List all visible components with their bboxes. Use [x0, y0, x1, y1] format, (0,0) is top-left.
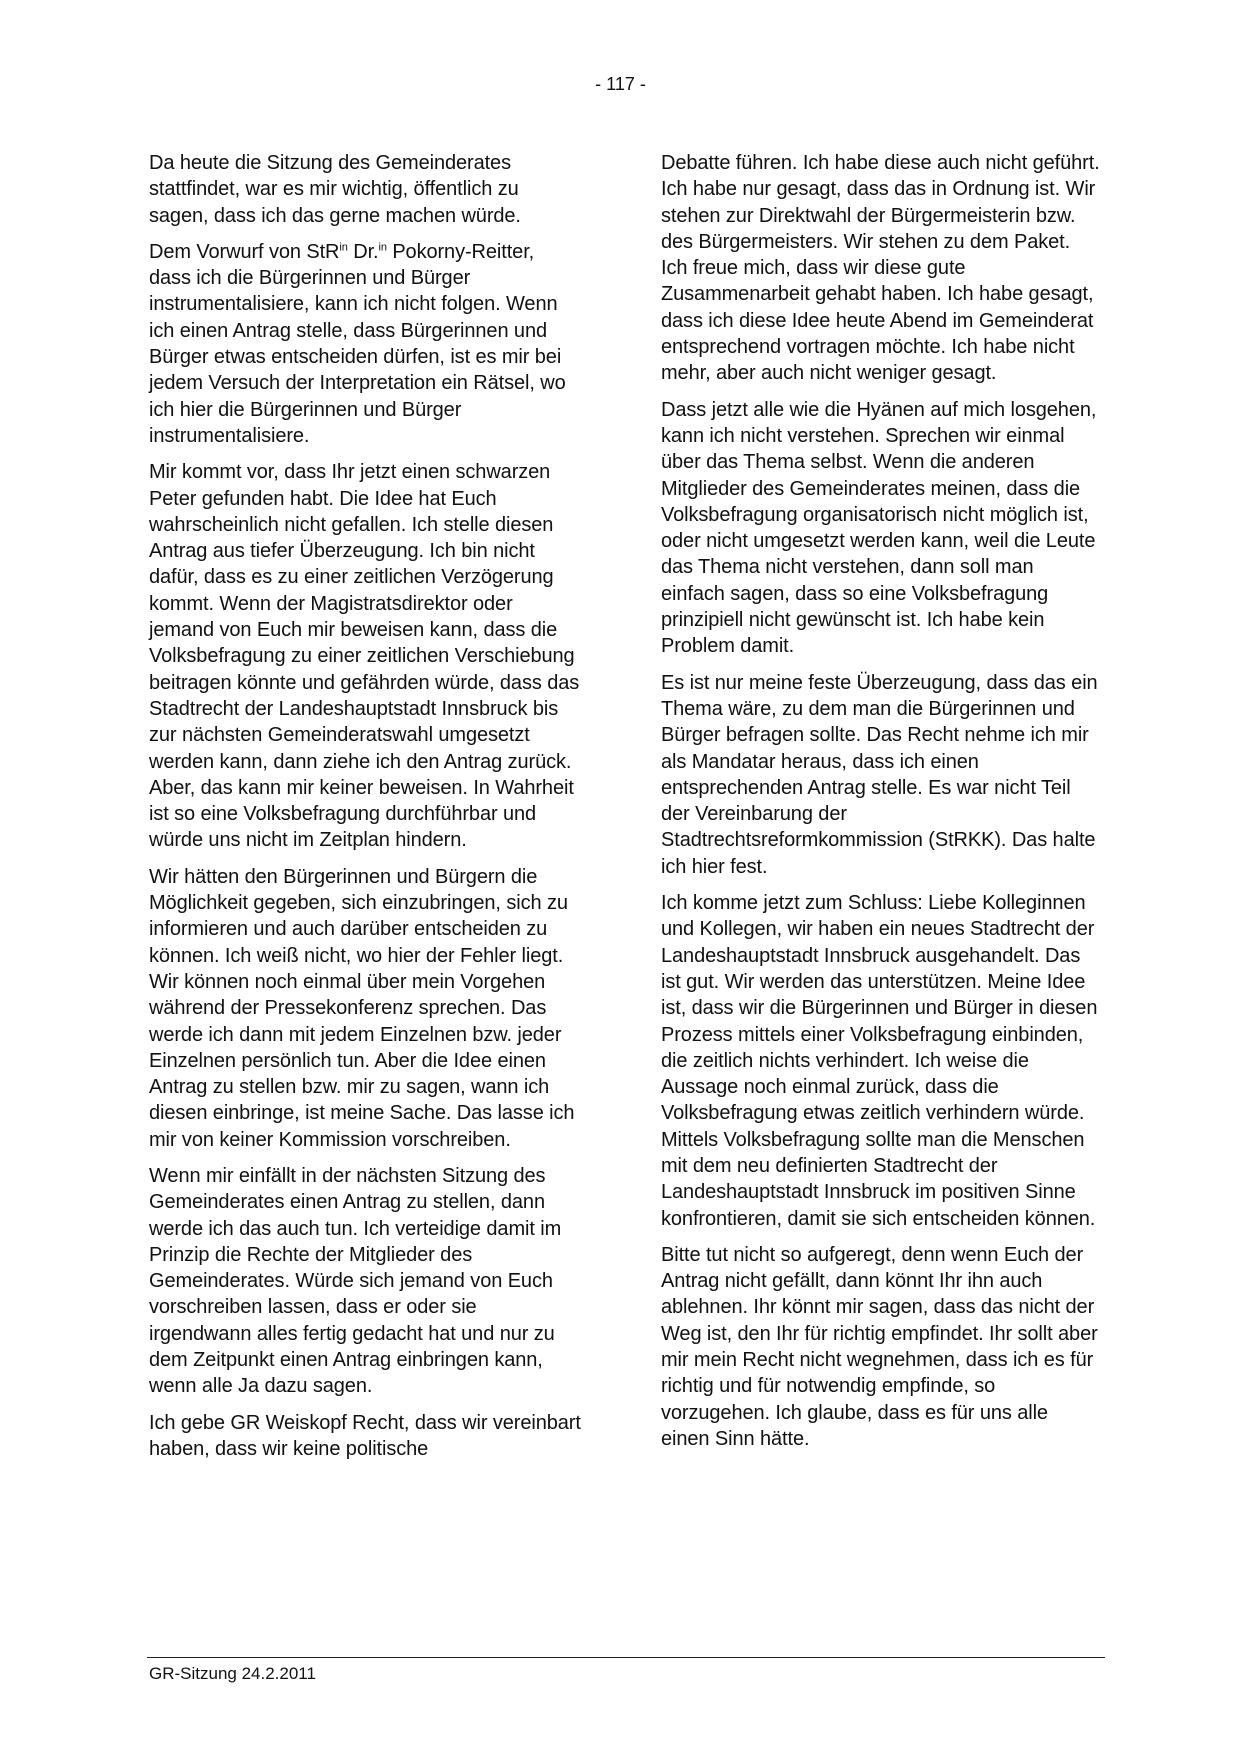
paragraph: Da heute die Sitzung des Gemeinderates stattfindet, war es mir wichtig, öffentlich zu sagen, dass ich das gerne machen würde. — [149, 152, 521, 227]
paragraph: Bitte tut nicht so aufgeregt, denn wenn Euch der Antrag nicht gefällt, dann könnt Ihr ihn auch ablehnen. Ihr könnt mir sagen, dass das nicht der Weg ist, den Ihr für richtig empfindet. Ihr sollt aber mir mein Recht nicht wegnehmen, dass ich es für richtig und für notwendig empfinde, so vorzugehen. Ich glaube, dass es für uns alle einen Sinn hätte. — [661, 1243, 1098, 1450]
paragraph: Ich komme jetzt zum Schluss: Liebe Kolleginnen und Kollegen, wir haben ein neues Stadtrecht der Landeshauptstadt Innsbruck ausgehandelt. Das ist gut. Wir werden das unterstützen. Meine Idee ist, dass wir die Bürgerinnen und Bürger in diesen Prozess mittels einer Volksbefragung einbinden, die zeitlich nichts verhindert. Ich weise die Aussage noch einmal zurück, dass die Volksbefragung etwas zeitlich verhindern würde. Mittels Volksbefragung sollte man die Menschen mit dem neu definierten Stadtrecht der Landeshauptstadt Innsbruck im positiven Sinne konfrontieren, damit sie sich entscheiden können. — [661, 892, 1098, 1230]
footer-divider — [147, 1657, 1105, 1658]
page-number: - 117 - — [595, 74, 646, 94]
superscript: in — [339, 241, 348, 254]
paragraph: Mir kommt vor, dass Ihr jetzt einen schwarzen Peter gefunden habt. Die Idee hat Euch wahrscheinlich nicht gefallen. Ich stelle diesen Antrag aus tiefer Überzeugung. Ich bin nicht dafür, dass es zu einer zeitlichen Verzögerung kommt. Wenn der Magistratsdirektor oder jemand von Euch mir beweisen kann, dass die Volksbefragung zu einer zeitlichen Verschiebung beitragen könnte und gefährden würde, dass das Stadtrecht der Landeshauptstadt Innsbruck bis zur nächsten Gemeinderatswahl umgesetzt werden kann, dann ziehe ich den Antrag zurück. Aber, das kann mir keiner beweisen. In Wahrheit ist so eine Volksbefragung durchführbar und würde uns nicht im Zeitplan hindern. — [149, 461, 580, 852]
paragraph: Wenn mir einfällt in der nächsten Sitzung des Gemeinderates einen Antrag zu stellen, dann werde ich das auch tun. Ich verteidige damit im Prinzip die Rechte der Mitglieder des Gemeinderates. Würde sich jemand von Euch vorschreiben lassen, dass er oder sie irgendwann alles fertig gedacht hat und nur zu dem Zeitpunkt einen Antrag einbringen kann, wenn alle Ja dazu sagen. — [149, 1164, 562, 1398]
paragraph-text: Dr. — [347, 240, 379, 263]
superscript: in — [378, 241, 387, 254]
paragraph: Es ist nur meine feste Überzeugung, dass das ein Thema wäre, zu dem man die Bürgerinnen und Bürger befragen sollte. Das Recht nehme ich mir als Mandatar heraus, dass ich einen entsprechenden Antrag stelle. Es war nicht Teil der Vereinbarung der Stadtrechtsreformkommission (StRKK). Das halte ich hier fest. — [661, 671, 1098, 878]
footer-session-label: GR-Sitzung 24.2.2011 — [149, 1664, 316, 1683]
right-column — [661, 150, 1101, 1462]
paragraph: Wir hätten den Bürgerinnen und Bürgern die Möglichkeit gegeben, sich einzubringen, sich zu informieren und auch darüber entscheiden zu können. Ich weiß nicht, wo hier der Fehler liegt. Wir können noch einmal über mein Vorgehen während der Pressekonferenz sprechen. Das werde ich dann mit jedem Einzelnen bzw. jeder Einzelnen persönlich tun. Aber die Idee einen Antrag zu stellen bzw. mir zu sagen, wann ich diesen einbringe, ist meine Sache. Das lasse ich mir von keiner Kommission vorschreiben. — [149, 865, 575, 1151]
paragraph — [149, 239, 581, 449]
paragraph: Debatte führen. Ich habe diese auch nicht geführt. Ich habe nur gesagt, dass das in Ordnung ist. Wir stehen zur Direktwahl der Bürgermeisterin bzw. des Bürgermeisters. Wir stehen zu dem Paket. Ich freue mich, dass wir diese gute Zusammenarbeit gehabt haben. Ich habe gesagt, dass ich diese Idee heute Abend im Gemeinderat entsprechend vortragen möchte. Ich habe nicht mehr, aber auch nicht weniger gesagt. — [661, 152, 1100, 385]
paragraph: Dass jetzt alle wie die Hyänen auf mich losgehen, kann ich nicht verstehen. Sprechen wir einmal über das Thema selbst. Wenn die anderen Mitglieder des Gemeinderates meinen, dass die Volksbefragung organisatorisch nicht möglich ist, oder nicht umgesetzt werden kann, weil die Leute das Thema nicht verstehen, dann soll man einfach sagen, dass so eine Volksbefragung prinzipiell nicht gewünscht ist. Ich habe kein Problem damit. — [661, 398, 1097, 658]
left-column — [149, 150, 581, 1472]
paragraph-text: Dem Vorwurf von StR — [149, 240, 340, 263]
paragraph-text: Pokorny-Reitter, dass ich die Bürgerinnen und Bürger instrumentalisiere, kann ich nicht folgen. Wenn ich einen Antrag stelle, dass Bürgerinnen und Bürger etwas entscheiden dürfen, ist es mir bei jedem Versuch der Interpretation ein Rätsel, wo ich hier die Bürgerinnen und Bürger instrumentalisiere. — [149, 240, 566, 447]
paragraph: Ich gebe GR Weiskopf Recht, dass wir vereinbart haben, dass wir keine politische — [149, 1411, 581, 1460]
